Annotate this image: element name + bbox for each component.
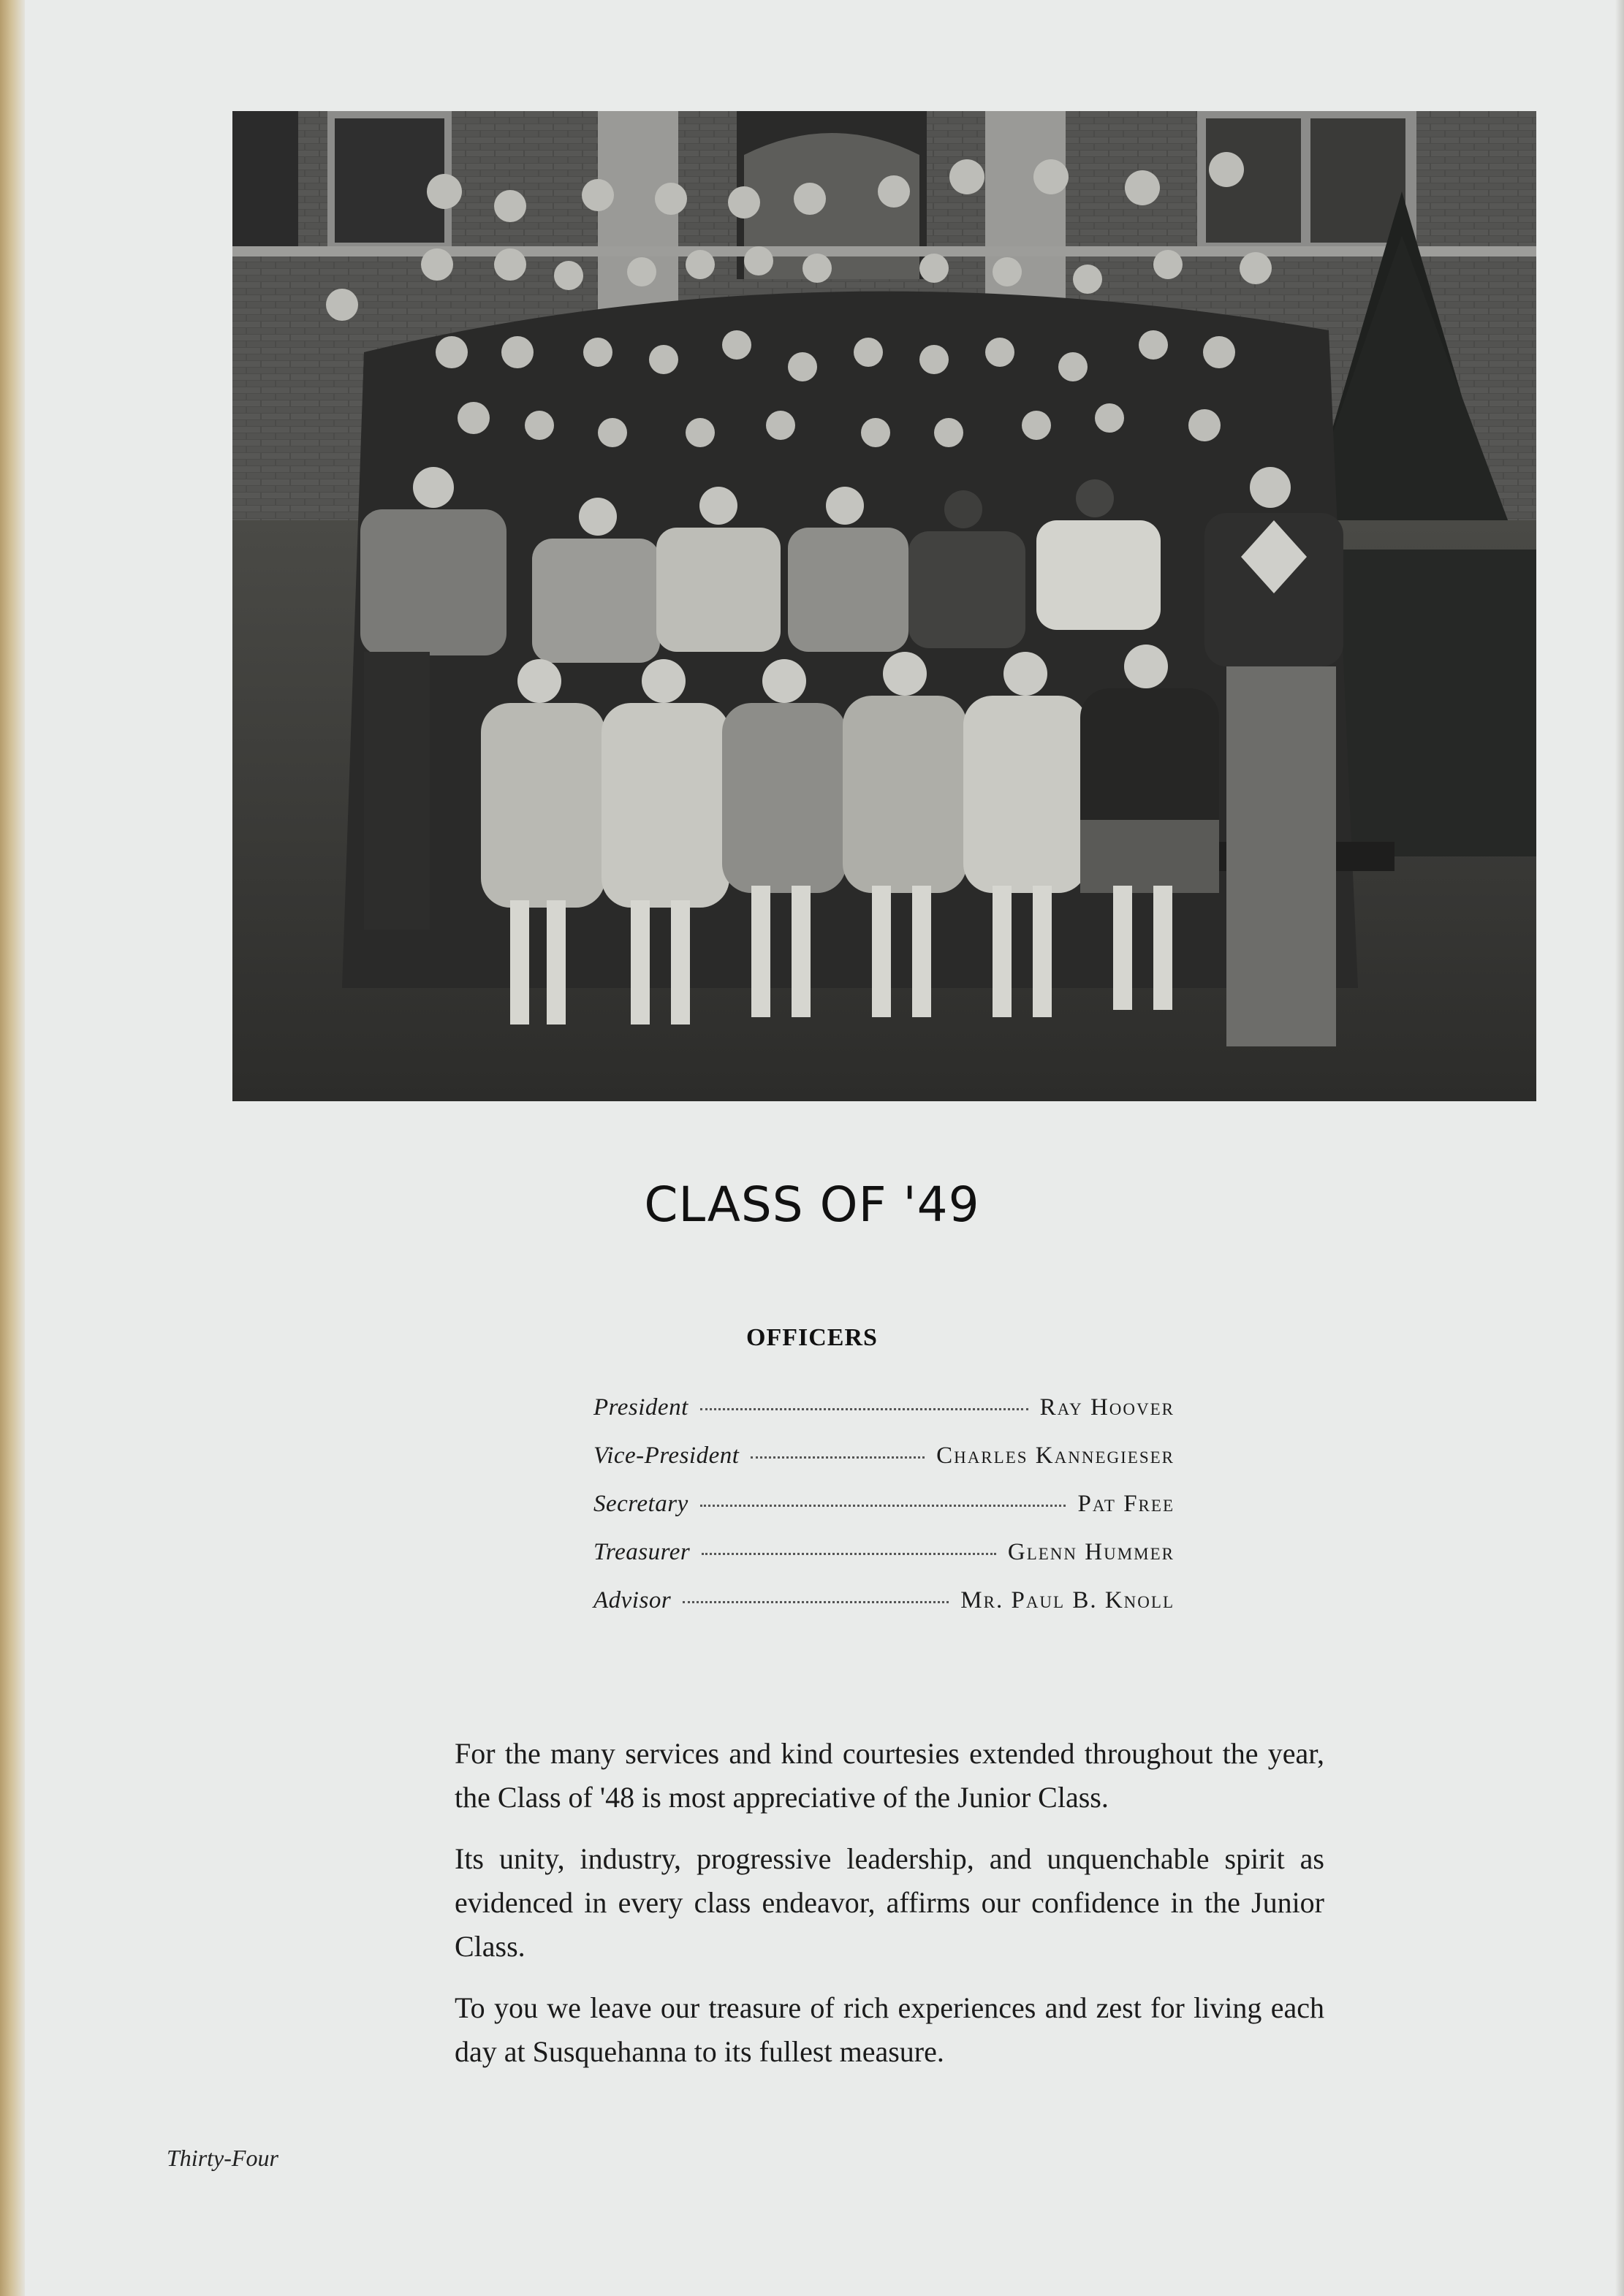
paragraph: For the many services and kind courtesies extended throughout the year, the Class of '48 is most appreciative of the Junior Class.: [455, 1737, 1324, 1814]
page-heading: CLASS OF '49: [644, 1176, 980, 1233]
officer-name: Pat Free: [1077, 1491, 1175, 1517]
officer-role: Treasurer: [593, 1539, 691, 1565]
officer-role: President: [593, 1394, 688, 1421]
officer-row-vice-president: [593, 1442, 1175, 1491]
officer-name: Glenn Hummer: [1007, 1539, 1175, 1565]
book-binding-edge: [0, 0, 25, 2296]
officer-name: Mr. Paul B. Knoll: [960, 1587, 1175, 1613]
paragraph: To you we leave our treasure of rich experiences and zest for living each day at Susquehanna to its fullest measure.: [455, 1991, 1324, 2068]
page-edge-shadow: [1615, 0, 1624, 2296]
officer-row-secretary: [593, 1491, 1175, 1539]
leader-dots: [702, 1552, 996, 1555]
officer-role: Secretary: [593, 1491, 688, 1517]
leader-dots: [751, 1456, 925, 1459]
class-group-photo: [232, 111, 1536, 1101]
officers-list: [593, 1394, 1175, 1635]
leader-dots: [700, 1504, 1066, 1507]
officer-role: Vice-President: [593, 1442, 740, 1469]
paragraph: Its unity, industry, progressive leadership, and unquenchable spirit as evidenced in every class endeavor, affirms our confidence in the Junior Class.: [455, 1842, 1324, 1963]
officer-row-president: [593, 1394, 1175, 1442]
officers-title: OFFICERS: [746, 1324, 878, 1351]
body-text: [455, 1732, 1324, 2091]
page-number: Thirty-Four: [167, 2145, 278, 2171]
leader-dots: [700, 1407, 1028, 1410]
officer-role: Advisor: [593, 1587, 672, 1613]
officer-row-advisor: [593, 1587, 1175, 1635]
officer-name: Charles Kannegieser: [936, 1442, 1175, 1469]
officer-row-treasurer: [593, 1539, 1175, 1587]
officer-name: Ray Hoover: [1039, 1394, 1175, 1421]
leader-dots: [683, 1600, 949, 1603]
